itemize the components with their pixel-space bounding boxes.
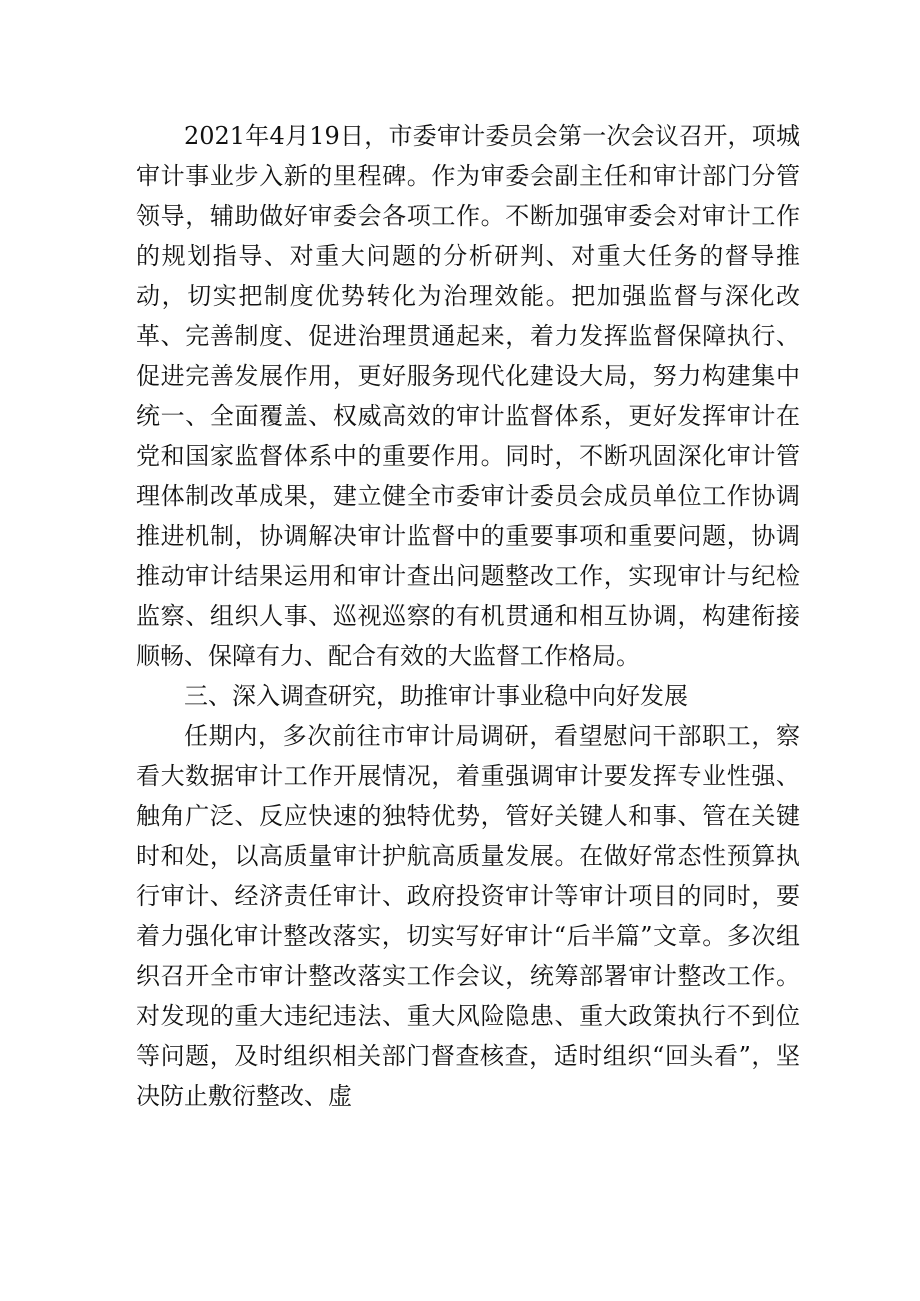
body-paragraph-research: 任期内，多次前往市审计局调研，看望慰问干部职工，察看大数据审计工作开展情况，着重强调审计要发挥专业性强、触角广泛、反应快速的独特优势，管好关键人和事、管在关键时和处，以高质量审计护航高质量发展。在做好常态性预算执行审计、经济责任审计、政府投资审计等审计项目的同时，要着力强化审计整改落实，切实写好审计“后半篇”文章。多次组织召开全市审计整改落实工作会议，统筹部署审计整改工作。对发现的重大违纪违法、重大风险隐患、重大政策执行不到位等问题，及时组织相关部门督查核查，适时组织“回头看”，坚决防止敷衍整改、虚 — [136, 722, 800, 1110]
section-heading-3: 三、深入调查研究，助推审计事业稳中向好发展 — [184, 682, 688, 710]
body-paragraph-audit-committee: 2021年4月19日，市委审计委员会第一次会议召开，项城审计事业步入新的里程碑。作为审委会副主任和审计部门分管领导，辅助做好审委会各项工作。不断加强审委会对审计工作的规划指导、对重大问题的分析研判、对重大任务的督导推动，切实把制度优势转化为治理效能。把加强监督与深化改革、完善制度、促进治理贯通起来，着力发挥监督保障执行、促进完善发展作用，更好服务现代化建设大局，努力构建集中统一、全面覆盖、权威高效的审计监督体系，更好发挥审计在党和国家监督体系中的重要作用。同时，不断巩固深化审计管理体制改革成果，建立健全市委审计委员会成员单位工作协调推进机制，协调解决审计监督中的重要事项和重要问题，协调推动审计结果运用和审计查出问题整改工作，实现审计与纪检监察、组织人事、巡视巡察的有机贯通和相互协调，构建衔接顺畅、保障有力、配合有效的大监督工作格局。 — [136, 122, 800, 670]
document-page — [136, 116, 800, 1116]
